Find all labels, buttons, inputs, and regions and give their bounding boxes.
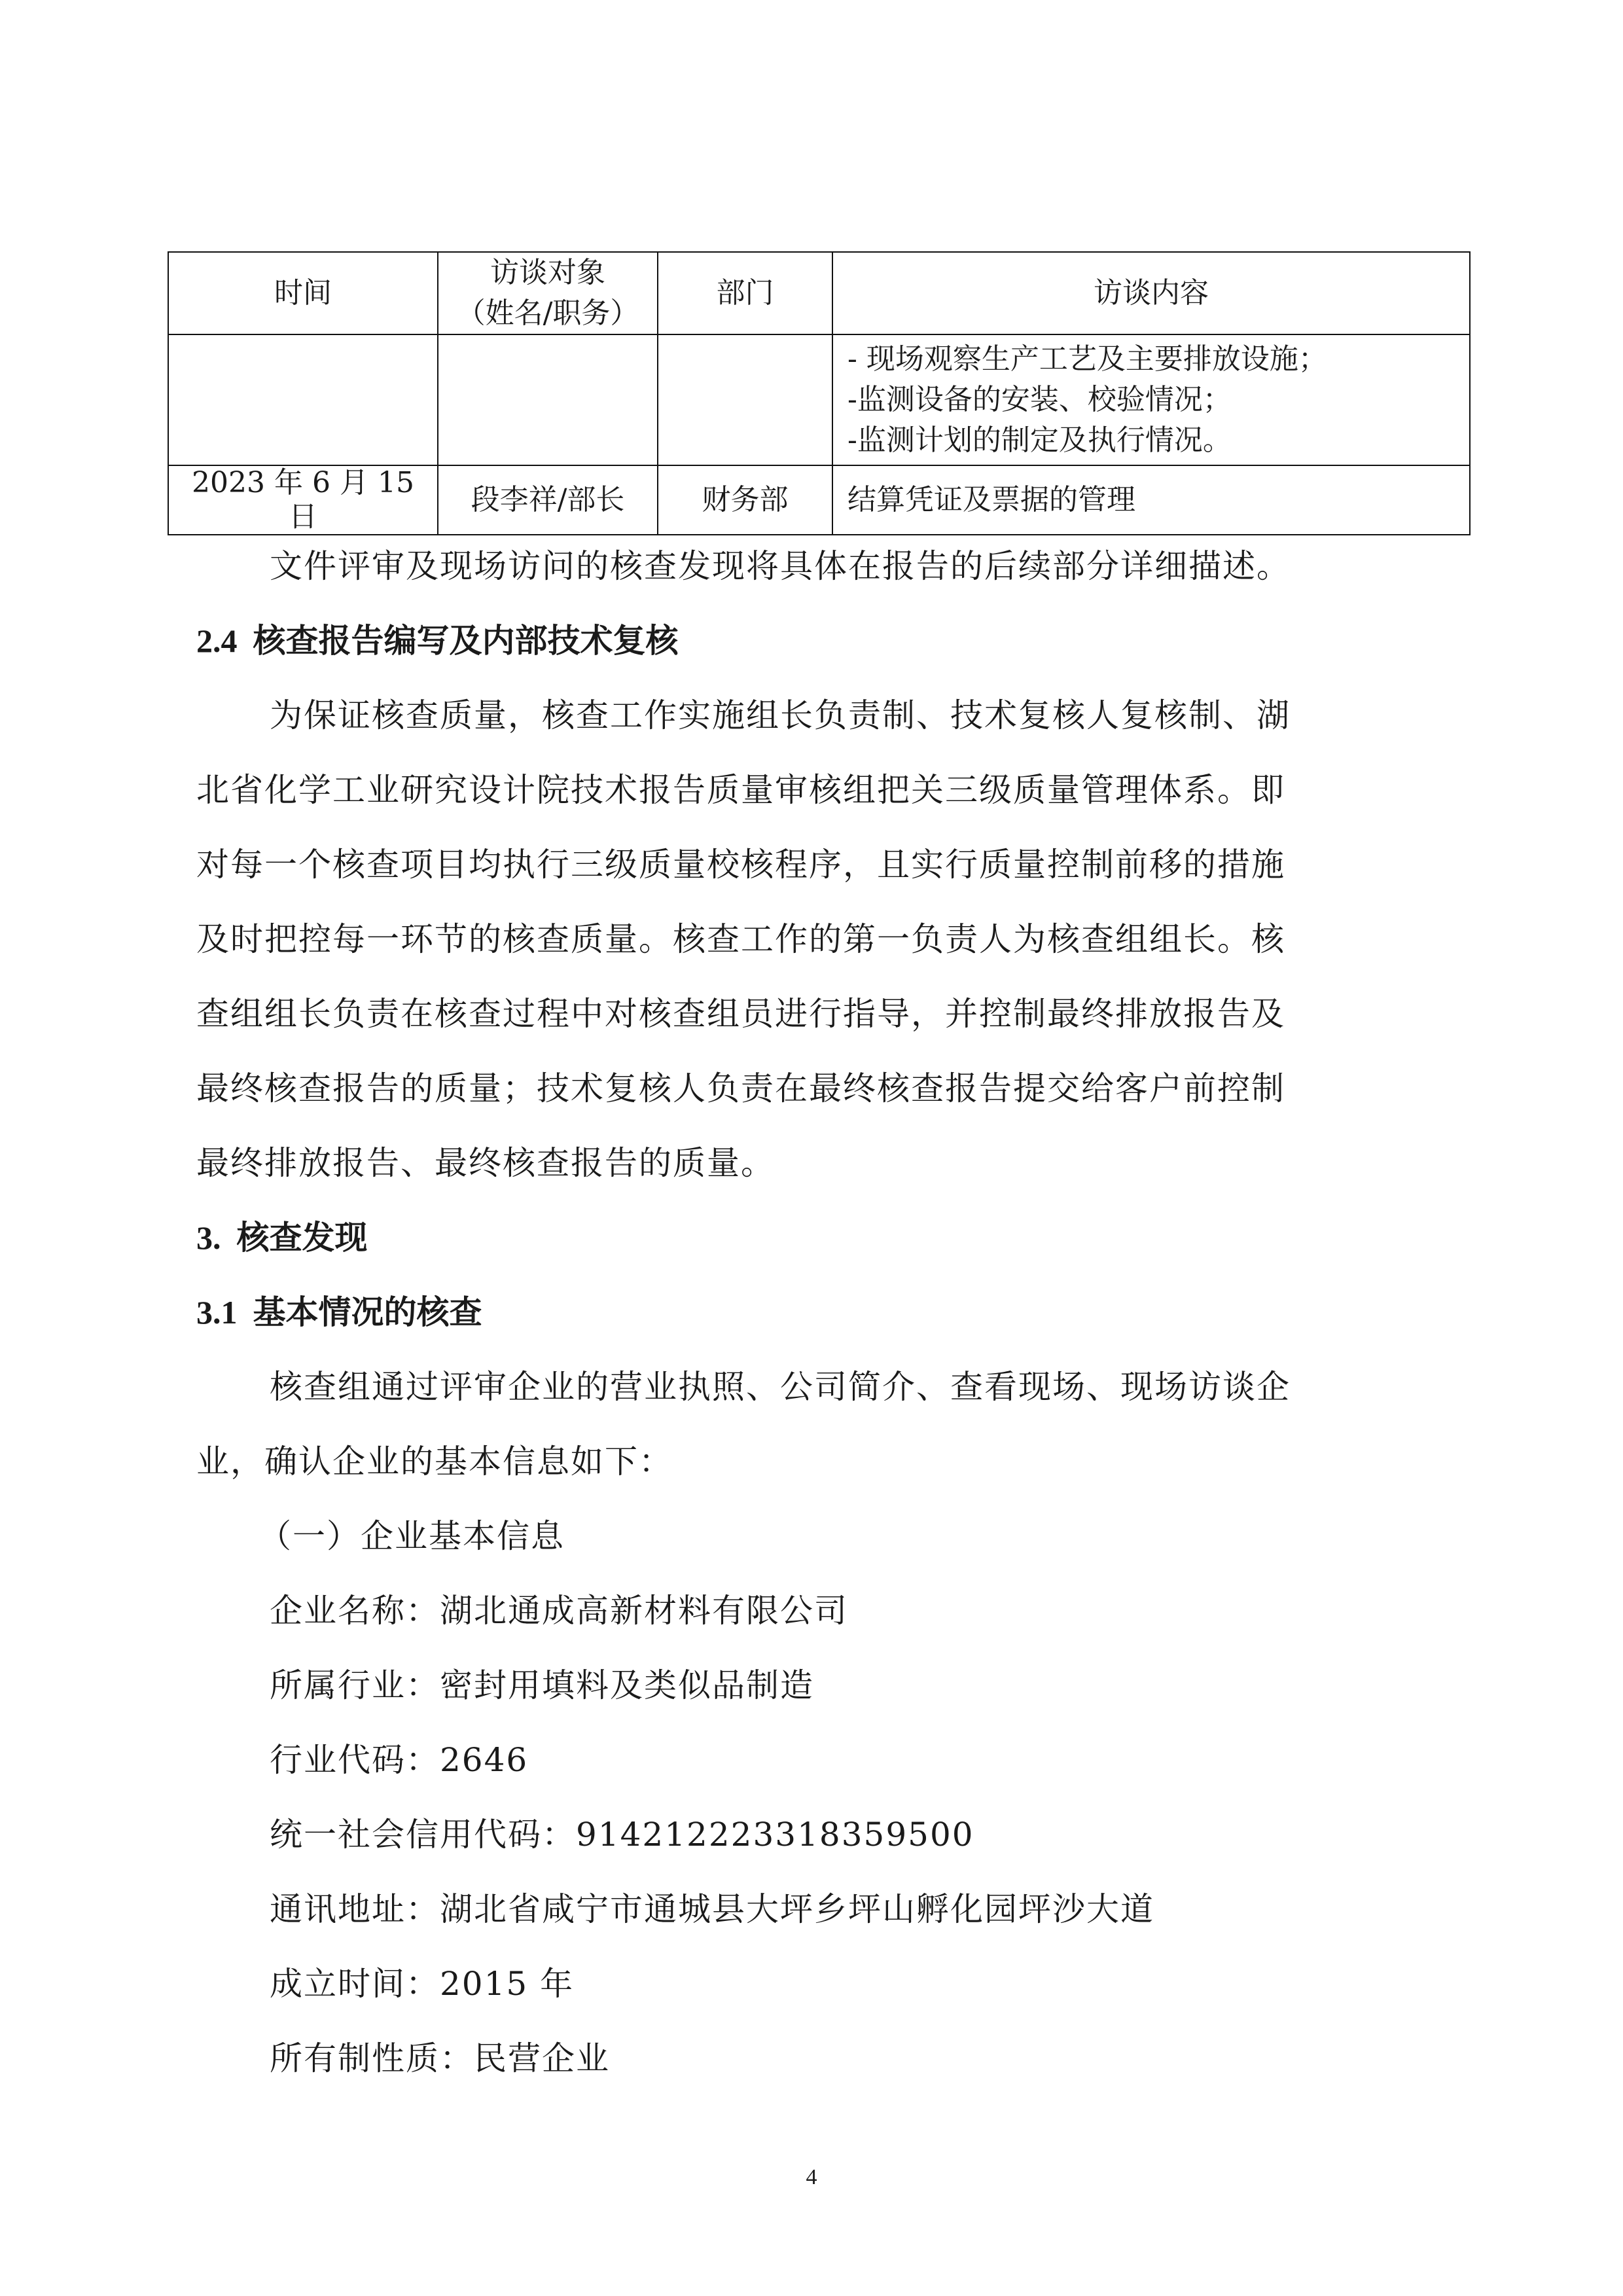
header-interviewee-line1: 访谈对象 bbox=[490, 256, 605, 289]
section-heading-3 bbox=[196, 1200, 368, 1275]
cell-content bbox=[832, 334, 1470, 465]
section-number: 3. bbox=[196, 1219, 221, 1256]
paragraph-line: 北省化学工业研究设计院技术报告质量审核组把关三级质量管理体系。即 bbox=[196, 771, 1285, 809]
paragraph-line: 业，确认企业的基本信息如下： bbox=[196, 1443, 673, 1480]
company-address: 通讯地址：湖北省咸宁市通城县大坪乡坪山孵化园坪沙大道 bbox=[270, 1890, 1154, 1928]
cell-content: 结算凭证及票据的管理 bbox=[832, 465, 1470, 535]
paragraph-line: 为保证核查质量，核查工作实施组长负责制、技术复核人复核制、湖 bbox=[270, 696, 1291, 734]
cell-dept bbox=[658, 334, 832, 465]
company-founded: 成立时间：2015 年 bbox=[270, 1965, 575, 2003]
section-title: 核查发现 bbox=[236, 1218, 368, 1257]
section-heading-3-1 bbox=[196, 1275, 482, 1350]
paragraph-line: 核查组通过评审企业的营业执照、公司简介、查看现场、现场访谈企 bbox=[270, 1368, 1291, 1406]
header-time: 时间 bbox=[168, 252, 438, 334]
cell-time: 2023 年 6 月 15 日 bbox=[168, 465, 438, 535]
paragraph-line: 最终排放报告、最终核查报告的质量。 bbox=[196, 1144, 775, 1182]
table-row bbox=[168, 334, 1470, 465]
cell-time bbox=[168, 334, 438, 465]
company-industry-code: 行业代码：2646 bbox=[270, 1741, 529, 1779]
company-name: 企业名称：湖北通成高新材料有限公司 bbox=[270, 1592, 848, 1630]
table-row bbox=[168, 465, 1470, 535]
table-header-row bbox=[168, 252, 1470, 334]
company-ownership: 所有制性质：民营企业 bbox=[270, 2039, 610, 2077]
cell-person bbox=[438, 334, 658, 465]
cell-dept: 财务部 bbox=[658, 465, 832, 535]
content-item: -监测计划的制定及执行情况。 bbox=[847, 423, 1232, 457]
content-item: - 现场观察生产工艺及主要排放设施； bbox=[847, 342, 1327, 376]
interview-table bbox=[168, 251, 1471, 535]
intro-sentence: 文件评审及现场访问的核查发现将具体在报告的后续部分详细描述。 bbox=[270, 547, 1291, 585]
paragraph-line: 查组组长负责在核查过程中对核查组员进行指导，并控制最终排放报告及 bbox=[196, 995, 1285, 1033]
header-interviewee bbox=[438, 252, 658, 334]
company-industry: 所属行业：密封用填料及类似品制造 bbox=[270, 1666, 814, 1704]
section-heading-2-4 bbox=[196, 603, 679, 678]
section-number: 3.1 bbox=[196, 1294, 238, 1331]
company-credit-code: 统一社会信用代码：914212223318359500 bbox=[270, 1816, 974, 1854]
content-item: -监测设备的安装、校验情况； bbox=[847, 383, 1232, 416]
cell-person: 段李祥/部长 bbox=[438, 465, 658, 535]
section-title: 核查报告编写及内部技术复核 bbox=[253, 621, 679, 660]
company-info-subheading: （一）企业基本信息 bbox=[259, 1517, 565, 1555]
section-title: 基本情况的核查 bbox=[253, 1293, 482, 1331]
header-content: 访谈内容 bbox=[832, 252, 1470, 334]
section-number: 2.4 bbox=[196, 622, 238, 659]
page-number: 4 bbox=[806, 2165, 817, 2189]
header-interviewee-line2: （姓名/职务） bbox=[456, 296, 639, 330]
paragraph-line: 及时把控每一环节的核查质量。核查工作的第一负责人为核查组组长。核 bbox=[196, 920, 1285, 958]
paragraph-line: 对每一个核查项目均执行三级质量校核程序，且实行质量控制前移的措施 bbox=[196, 846, 1285, 884]
header-department: 部门 bbox=[658, 252, 832, 334]
paragraph-line: 最终核查报告的质量；技术复核人负责在最终核查报告提交给客户前控制 bbox=[196, 1069, 1285, 1107]
